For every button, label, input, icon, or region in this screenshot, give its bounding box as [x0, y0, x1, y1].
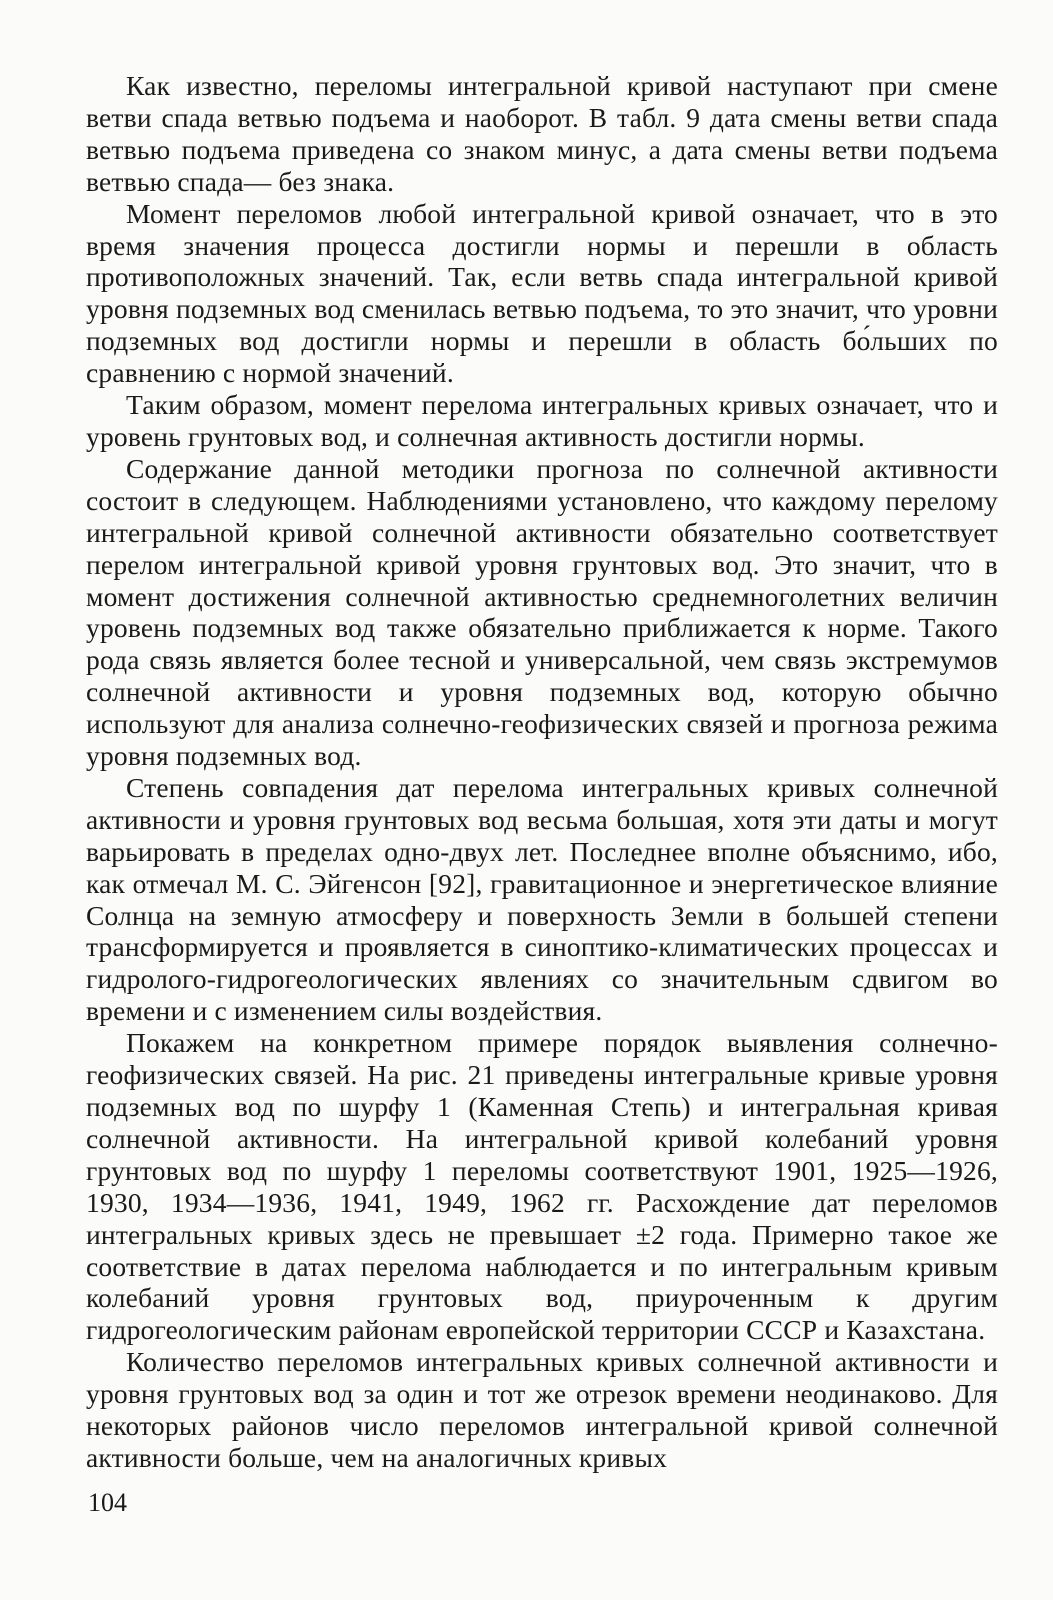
page-number: 104	[88, 1488, 127, 1517]
paragraph-3: Таким образом, момент перелома интегральных кривых означает, что и уровень грунтовых вод, и солнечная активность достигли нормы.	[86, 389, 998, 452]
paragraph-5: Степень совпадения дат перелома интегральных кривых солнечной активности и уровня грунтовых вод весьма большая, хотя эти даты и могут варьировать в пределах одно-двух лет. Последнее вполне объяснимо, ибо, как отмечал М. С. Эйгенсон [92], гравитационное и энергетическое влияние Солнца на земную атмосферу и поверхность Земли в большей степени трансформируется и проявляется в синоптико-климатических процессах и гидролого-гидрогеологических явлениях со значительным сдвигом во времени и с изменением силы воздействия.	[86, 771, 998, 1027]
paragraph-4: Содержание данной методики прогноза по солнечной активности состоит в следующем. Наблюдениями установлено, что каждому перелому интегральной кривой солнечной активности обязательно соответствует перелом интегральной кривой уровня грунтовых вод. Это значит, что в момент достижения солнечной активностью среднемноголетних величин уровень подземных вод также обязательно приближается к норме. Такого рода связь является более тесной и универсальной, чем связь экстремумов солнечной активности и уровня подземных вод, которую обычно используют для анализа солнечно-геофизических связей и прогноза режима уровня подземных вод.	[86, 452, 998, 772]
paragraph-7: Количество переломов интегральных кривых солнечной активности и уровня грунтовых вод за один и тот же отрезок времени неодинаково. Для некоторых районов число переломов интегральной кривой солнечной активности больше, чем на аналогичных кривых	[86, 1346, 998, 1473]
paragraph-6: Покажем на конкретном примере порядок выявления солнечно-геофизических связей. На рис. 21 приведены интегральные кривые уровня подземных вод по шурфу 1 (Каменная Степь) и интегральная кривая солнечной активности. На интегральной кривой колебаний уровня грунтовых вод по шурфу 1 переломы соответствуют 1901, 1925—1926, 1930, 1934—1936, 1941, 1949, 1962 гг. Расхождение дат переломов интегральных кривых здесь не превышает ±2 года. Примерно такое же соответствие в датах перелома наблюдается и по интегральным кривым колебаний уровня грунтовых вод, приуроченным к другим гидрогеологическим районам европейской территории СССР и Казахстана.	[86, 1027, 998, 1346]
page-body	[86, 70, 998, 1474]
paragraph-1: Как известно, переломы интегральной кривой наступают при смене ветви спада ветвью подъема и наоборот. В табл. 9 дата смены ветви спада ветвью подъема приведена со знаком минус, а дата смены ветви подъема ветвью спада— без знака.	[86, 70, 998, 197]
paragraph-2: Момент переломов любой интегральной кривой означает, что в это время значения процесса достигли нормы и перешли в область противоположных значений. Так, если ветвь спада интегральной кривой уровня подземных вод сменилась ветвью подъема, то это значит, что уровни подземных вод достигли нормы и перешли в область бо́льших по сравнению с нормой значений.	[86, 197, 998, 389]
